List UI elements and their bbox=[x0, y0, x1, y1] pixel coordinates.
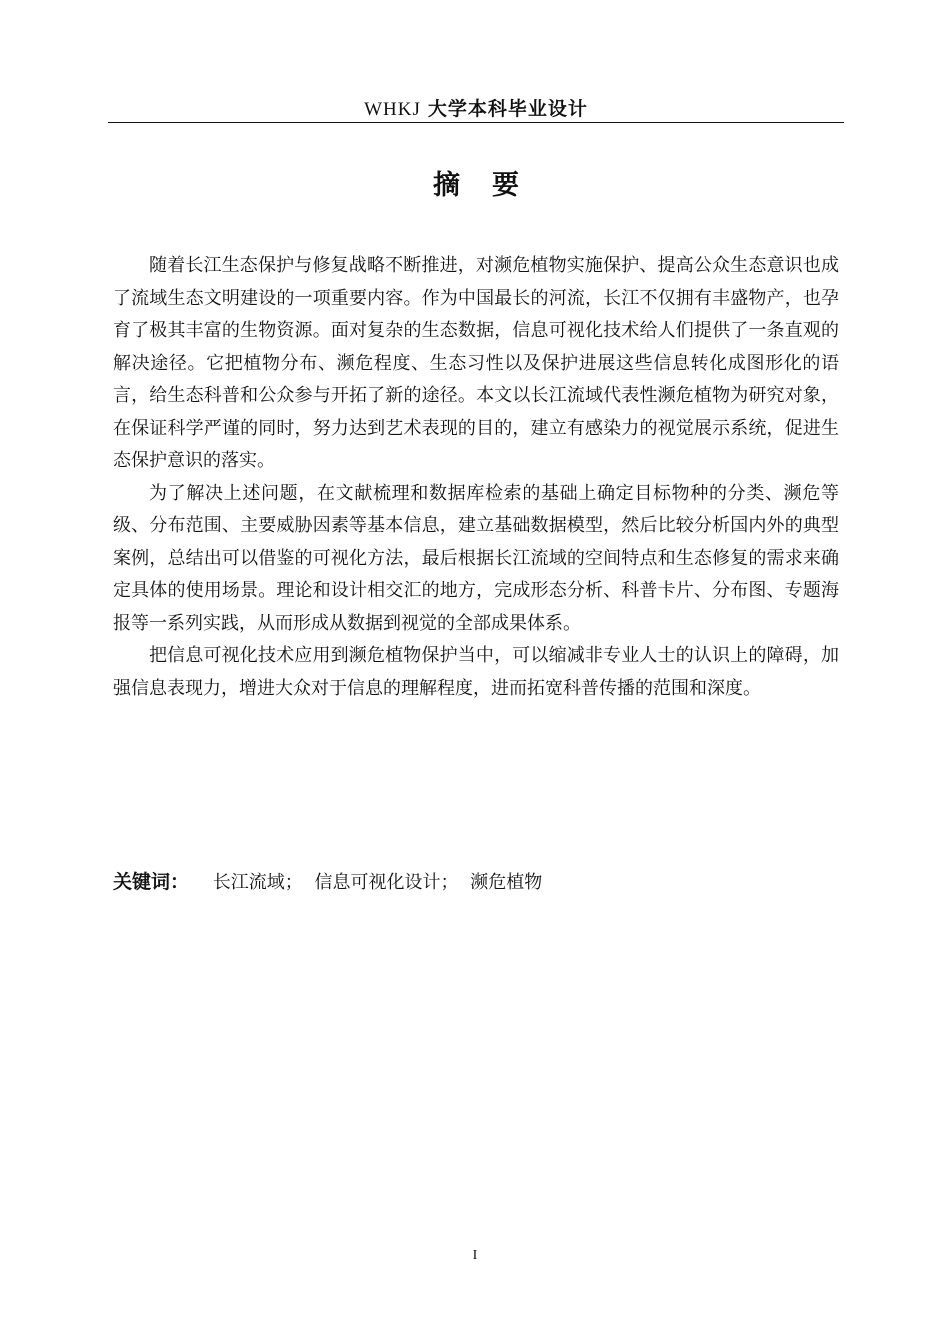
abstract-title: 摘要 bbox=[433, 170, 551, 201]
header-title: 大学本科毕业设计 bbox=[427, 98, 588, 120]
abstract-body bbox=[113, 250, 839, 705]
keyword-item: 长江流域； bbox=[212, 872, 303, 893]
page-header bbox=[108, 96, 844, 123]
abstract-paragraph-3: 把信息可视化技术应用到濒危植物保护当中，可以缩减非专业人士的认识上的障碍，加强信息表现力，增进大众对于信息的理解程度，进而拓宽科普传播的范围和深度。 bbox=[113, 645, 839, 699]
header-divider bbox=[108, 122, 844, 123]
keywords-line bbox=[113, 868, 548, 897]
abstract-paragraph-2: 为了解决上述问题，在文献梳理和数据库检索的基础上确定目标物种的分类、濒危等级、分布范围、主要威胁因素等基本信息，建立基础数据模型，然后比较分析国内外的典型案例，总结出可以借鉴的可视化方法，最后根据长江流域的空间特点和生态修复的需求来确定具体的使用场景。理论和设计相交汇的地方，完成形态分析、科普卡片、分布图、专题海报等一系列实践，从而形成从数据到视觉的全部成果体系。 bbox=[113, 482, 839, 634]
abstract-paragraph-1: 随着长江生态保护与修复战略不断推进，对濒危植物实施保护、提高公众生态意识也成了流域生态文明建设的一项重要内容。作为中国最长的河流，长江不仅拥有丰盛物产，也孕育了极其丰富的生物资源。面对复杂的生态数据，信息可视化技术给人们提供了一条直观的解决途径。它把植物分布、濒危程度、生态习性以及保护进展这些信息转化成图形化的语言，给生态科普和公众参与开拓了新的途径。本文以长江流域代表性濒危植物为研究对象，在保证科学严谨的同时，努力达到艺术表现的目的，建立有感染力的视觉展示系统，促进生态保护意识的落实。 bbox=[113, 255, 839, 471]
page-number: I bbox=[472, 1248, 478, 1263]
keyword-item: 信息可视化设计； bbox=[314, 872, 459, 893]
header-prefix: WHKJ bbox=[364, 99, 421, 120]
keyword-item: 濒危植物 bbox=[470, 872, 543, 893]
keywords-label: 关键词： bbox=[113, 871, 190, 893]
